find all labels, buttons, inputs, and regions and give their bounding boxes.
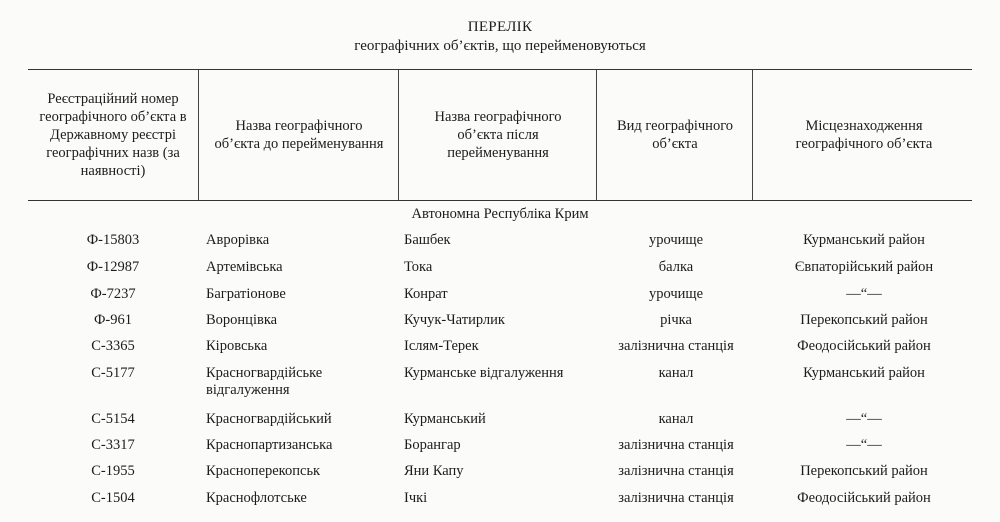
cell-location: Феодосійський район xyxy=(797,338,931,354)
cell-type: річка xyxy=(660,312,692,328)
cell-name-before: Артемівська xyxy=(206,259,283,275)
cell-name-after: Башбек xyxy=(404,232,451,248)
cell-type: залізнична станція xyxy=(618,463,734,479)
cell-name-before: Красногвардійський xyxy=(206,411,332,427)
cell-name-before: Багратіонове xyxy=(206,286,286,302)
header-reg-number: Реєстраційний номер географічного об’єкта в Державному реєстрі географічних назв (за наявності) xyxy=(39,91,187,179)
cell-location: —“— xyxy=(846,286,882,302)
cell-name-after: Яни Капу xyxy=(404,463,464,479)
cell-type: канал xyxy=(658,365,694,381)
cell-reg: С-1955 xyxy=(91,463,135,479)
column-divider xyxy=(398,70,399,200)
cell-location: —“— xyxy=(846,411,882,427)
cell-reg: Ф-7237 xyxy=(90,286,136,302)
column-divider xyxy=(198,70,199,200)
header-bottom-rule xyxy=(28,200,972,201)
document-subtitle: географічних об’єктів, що перейменовуються xyxy=(354,38,646,54)
cell-name-before: Кіровська xyxy=(206,338,268,354)
cell-name-before: Краснопартизанська xyxy=(206,437,333,453)
header-type: Вид географічного об’єкта xyxy=(616,118,734,152)
column-divider xyxy=(596,70,597,200)
cell-name-after: Тока xyxy=(404,259,433,275)
cell-reg: Ф-12987 xyxy=(86,259,140,275)
cell-type: балка xyxy=(658,259,694,275)
cell-name-after: Ічкі xyxy=(404,490,428,506)
header-location: Місцезнаходження географічного об’єкта xyxy=(795,118,933,152)
cell-type: канал xyxy=(658,411,694,427)
column-divider xyxy=(752,70,753,200)
cell-name-after: Борангар xyxy=(404,437,461,453)
header-name-before: Назва географічного об’єкта до перейменування xyxy=(214,118,384,152)
document-title: ПЕРЕЛІК xyxy=(467,19,533,35)
cell-reg: Ф-15803 xyxy=(86,232,140,248)
cell-location: Феодосійський район xyxy=(797,490,931,506)
cell-location: Курманський район xyxy=(803,365,925,381)
cell-name-after: Курманське відгалуження xyxy=(404,365,564,381)
header-name-after: Назва географічного об’єкта після перейменування xyxy=(434,109,562,161)
cell-name-before: Красногвардійське відгалуження xyxy=(206,365,323,398)
cell-type: залізнична станція xyxy=(618,490,734,506)
cell-type: залізнична станція xyxy=(618,338,734,354)
cell-reg: С-5154 xyxy=(91,411,135,427)
region-heading: Автономна Республіка Крим xyxy=(411,206,589,222)
cell-name-before: Воронцівка xyxy=(206,312,278,328)
cell-type: урочище xyxy=(648,286,704,302)
cell-name-after: Конрат xyxy=(404,286,448,302)
cell-name-after: Курманський xyxy=(404,411,486,427)
cell-name-after: Кучук-Чатирлик xyxy=(404,312,505,328)
cell-location: Перекопський район xyxy=(800,312,928,328)
cell-location: —“— xyxy=(846,437,882,453)
cell-location: Перекопський район xyxy=(800,463,928,479)
cell-reg: С-3365 xyxy=(91,338,135,354)
cell-name-before: Краснофлотське xyxy=(206,490,307,506)
cell-name-before: Аврорівка xyxy=(206,232,270,248)
cell-type: залізнична станція xyxy=(618,437,734,453)
cell-name-before: Красноперекопськ xyxy=(206,463,321,479)
cell-location: Євпаторійський район xyxy=(794,259,934,275)
cell-type: урочище xyxy=(648,232,704,248)
cell-location: Курманський район xyxy=(803,232,925,248)
cell-reg: С-1504 xyxy=(91,490,135,506)
cell-reg: Ф-961 xyxy=(93,312,133,328)
cell-reg: С-3317 xyxy=(91,437,135,453)
cell-reg: С-5177 xyxy=(91,365,135,381)
cell-name-after: Іслям-Терек xyxy=(404,338,479,354)
